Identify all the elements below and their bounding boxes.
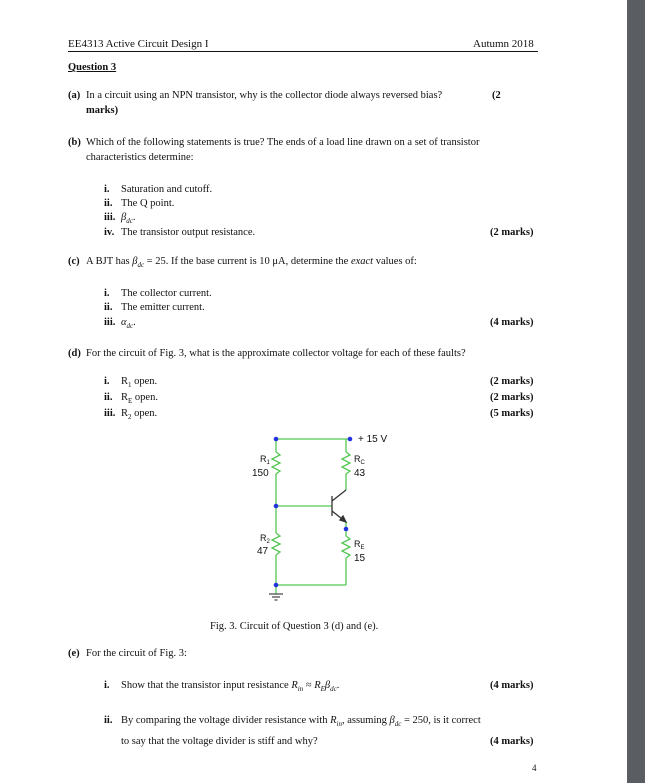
- part-c-option-num: ii.: [104, 302, 113, 313]
- part-c-text: [86, 255, 417, 272]
- part-e-ii-num: ii.: [104, 715, 113, 726]
- part-b-option-num: ii.: [104, 198, 113, 209]
- beta-symbol: β: [389, 715, 395, 726]
- re-symbol: R: [354, 539, 361, 549]
- beta-symbol: β: [324, 680, 331, 691]
- part-b-option-num: i.: [104, 184, 110, 195]
- part-a-marks: (2: [492, 90, 501, 101]
- part-b-option-text: Saturation and cutoff.: [121, 184, 213, 195]
- part-e-i-num: i.: [104, 680, 110, 691]
- part-c-option-text: [121, 316, 136, 333]
- part-e-i-text-a: Show that the transistor input resistance: [121, 680, 289, 691]
- re-symbol: R: [314, 680, 321, 691]
- part-c-text-b: = 25. If the base current is 10 μA, determine the: [146, 256, 349, 267]
- part-b-option-text: The Q point.: [121, 198, 175, 209]
- part-b-marks: (2 marks): [490, 227, 534, 238]
- alpha-symbol: α: [121, 317, 127, 328]
- part-d-option-num: iii.: [104, 408, 116, 419]
- r1-symbol: R: [260, 454, 267, 464]
- r-subscript: E: [128, 397, 133, 406]
- part-e-ii-text: [121, 714, 481, 731]
- term-label: Autumn 2018: [473, 38, 534, 50]
- part-c-exact: exact: [350, 256, 374, 267]
- course-title: EE4313 Active Circuit Design I: [68, 38, 209, 50]
- part-e-label: (e): [68, 648, 80, 659]
- circuit-diagram: [240, 428, 410, 608]
- part-b-text-cont: characteristics determine:: [86, 152, 194, 163]
- rc-symbol: R: [354, 454, 361, 464]
- part-c-option-num: iii.: [104, 317, 116, 328]
- re-subscript: E: [360, 545, 365, 551]
- part-e-text: For the circuit of Fig. 3:: [86, 648, 187, 659]
- rc-value: 43: [354, 468, 366, 479]
- part-d-option-text: [121, 407, 157, 424]
- rc-label: [354, 454, 366, 466]
- beta-symbol: β: [132, 256, 138, 267]
- r2-value: 47: [257, 546, 269, 557]
- part-b-option-num: iii.: [104, 212, 116, 223]
- part-d-option-num: ii.: [104, 392, 113, 403]
- part-b-option-text: The transistor output resistance.: [121, 227, 256, 238]
- part-e-ii-text-a: By comparing the voltage divider resistance with: [121, 715, 328, 726]
- part-d-label: (d): [68, 348, 81, 359]
- ground-symbol: [269, 594, 283, 600]
- period: .: [133, 317, 136, 328]
- part-c-option-text: The collector current.: [121, 288, 212, 299]
- r1-subscript: 1: [266, 460, 270, 466]
- rin-symbol: R: [330, 715, 337, 726]
- part-b-text: Which of the following statements is true? The ends of a load line drawn on a set of transistor: [86, 137, 480, 148]
- re-subscript: E: [320, 685, 325, 694]
- part-b-label: (b): [68, 137, 81, 148]
- alpha-subscript: dc: [126, 322, 134, 331]
- part-c-text-c: values of:: [375, 256, 417, 267]
- part-c-label: (c): [68, 256, 80, 267]
- part-e-ii-marks: (4 marks): [490, 736, 534, 747]
- part-c-marks: (4 marks): [490, 317, 534, 328]
- re-label: [354, 539, 365, 551]
- part-d-marks: (5 marks): [490, 408, 534, 419]
- part-e-i-marks: (4 marks): [490, 680, 534, 691]
- r2-subscript: 2: [266, 539, 270, 545]
- figure-caption: Fig. 3. Circuit of Question 3 (d) and (e).: [210, 621, 379, 632]
- r-symbol: R: [121, 408, 129, 419]
- part-d-marks: (2 marks): [490, 392, 534, 403]
- rin-subscript: in: [336, 720, 342, 729]
- r-symbol: R: [121, 392, 129, 403]
- part-e-i-text: [121, 679, 339, 696]
- period: .: [132, 212, 136, 223]
- part-c-option-text: The emitter current.: [121, 302, 205, 313]
- npn-transistor: [332, 490, 346, 522]
- r-subscript: 2: [128, 413, 132, 422]
- part-d-marks: (2 marks): [490, 376, 534, 387]
- part-b-option-num: iv.: [104, 227, 115, 238]
- fault-text: open.: [131, 376, 158, 387]
- part-c-option-num: i.: [104, 288, 110, 299]
- question-title: Question 3: [68, 62, 117, 73]
- part-e-ii-text-c: = 250, is it correct: [403, 715, 481, 726]
- r1-label: [260, 454, 271, 466]
- r2-symbol: R: [260, 533, 267, 543]
- beta-subscript: dc: [330, 685, 337, 694]
- fault-text: open.: [131, 408, 158, 419]
- part-d-option-num: i.: [104, 376, 110, 387]
- part-d-text: For the circuit of Fig. 3, what is the approximate collector voltage for each of these faults?: [86, 348, 466, 359]
- re-value: 15: [354, 553, 366, 564]
- part-d-option-text: [121, 391, 158, 408]
- part-a-marks-cont: marks): [86, 105, 119, 116]
- supply-label: + 15 V: [358, 434, 388, 445]
- fault-text: open.: [132, 392, 158, 403]
- part-c-text-a: A BJT has: [86, 256, 130, 267]
- part-e-ii-text-b: , assuming: [341, 715, 387, 726]
- rin-symbol: R: [291, 680, 298, 691]
- r-subscript: 1: [128, 381, 132, 390]
- rc-subscript: C: [360, 460, 365, 466]
- beta-subscript: dc: [394, 720, 402, 729]
- beta-subscript: dc: [137, 261, 145, 270]
- beta-symbol: β: [121, 212, 127, 223]
- r2-label: [260, 533, 271, 545]
- part-d-option-text: [121, 375, 157, 392]
- rin-subscript: in: [297, 685, 304, 694]
- part-a-label: (a): [68, 90, 81, 101]
- period: .: [336, 680, 340, 691]
- circuit-nodes: [274, 437, 353, 588]
- viewer-scrollbar[interactable]: [627, 0, 645, 783]
- part-a-text: In a circuit using an NPN transistor, why is the collector diode always reversed bias?: [86, 90, 443, 101]
- beta-subscript: dc: [126, 217, 133, 226]
- r1-value: 150: [252, 468, 269, 479]
- approx-symbol: ≈: [305, 680, 312, 691]
- header-rule: [68, 51, 538, 52]
- r-symbol: R: [121, 376, 129, 387]
- part-e-ii-text-cont: to say that the voltage divider is stiff and why?: [121, 736, 318, 747]
- page-number: 4: [532, 763, 537, 773]
